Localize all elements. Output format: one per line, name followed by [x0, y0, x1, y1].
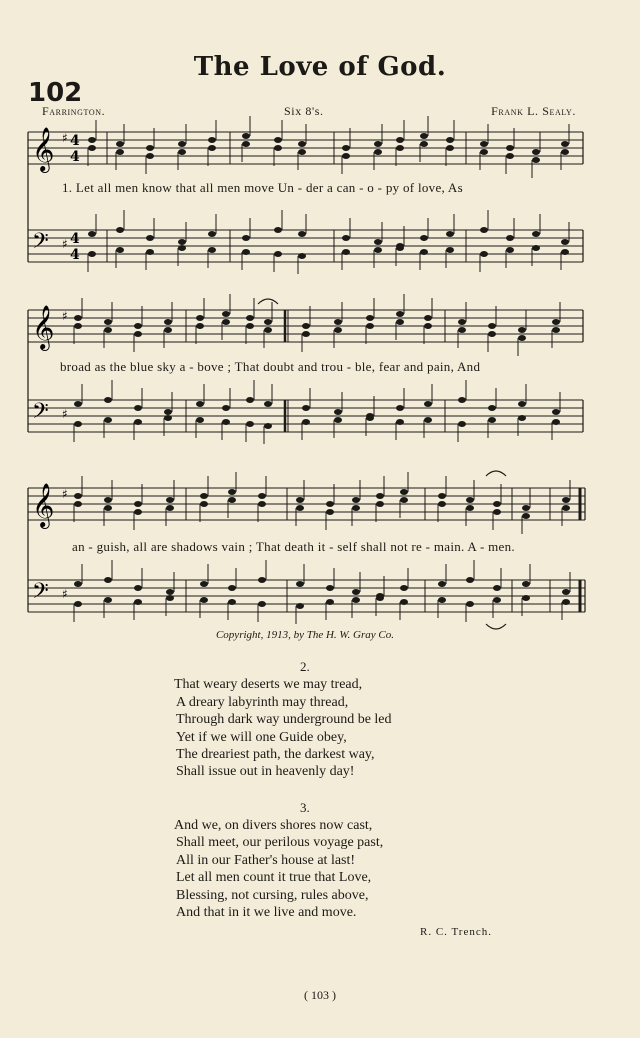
sharp-key-signature-icon: ♯ — [62, 487, 68, 501]
verse-line: Yet if we will one Guide obey, — [176, 730, 347, 745]
alto-note — [222, 319, 230, 325]
tenor-note — [522, 581, 530, 587]
alto-note — [396, 319, 404, 325]
alto-note — [488, 331, 496, 337]
alto-note — [552, 327, 560, 333]
tenor-note — [134, 405, 142, 411]
alto-note — [400, 497, 408, 503]
soprano-note — [376, 493, 384, 499]
verse-line: All in our Father's house at last! — [176, 853, 356, 868]
bass-note — [518, 415, 526, 421]
soprano-note — [446, 137, 454, 143]
tenor-note — [296, 581, 304, 587]
soprano-note — [342, 145, 350, 151]
tenor-note — [493, 585, 501, 591]
treble-clef-icon: 𝄞 — [32, 483, 55, 527]
tenor-note — [466, 577, 474, 583]
tenor-note — [446, 231, 454, 237]
alto-note — [104, 505, 112, 511]
tenor-note — [298, 231, 306, 237]
bass-note — [466, 601, 474, 607]
tenor-note — [518, 401, 526, 407]
alto-note — [446, 145, 454, 151]
time-signature: 4 — [70, 149, 80, 165]
bass-note — [146, 249, 154, 255]
alto-note — [298, 149, 306, 155]
soprano-note — [246, 315, 254, 321]
soprano-note — [466, 497, 474, 503]
alto-note — [302, 331, 310, 337]
soprano-note — [116, 141, 124, 147]
soprano-note — [488, 323, 496, 329]
alto-note — [196, 323, 204, 329]
tenor-note — [146, 235, 154, 241]
soprano-note — [366, 315, 374, 321]
soprano-note — [134, 501, 142, 507]
tenor-note — [166, 589, 174, 595]
soprano-note — [104, 497, 112, 503]
sharp-key-signature-icon: ♯ — [62, 237, 68, 251]
bass-note — [561, 249, 569, 255]
bass-note — [134, 419, 142, 425]
tenor-note — [178, 239, 186, 245]
soprano-note — [196, 315, 204, 321]
alto-note — [166, 505, 174, 511]
alto-note — [376, 501, 384, 507]
verse-line: Let all men count it true that Love, — [176, 870, 372, 885]
tenor-note — [352, 589, 360, 595]
tenor-note — [196, 401, 204, 407]
soprano-note — [326, 501, 334, 507]
bass-note — [116, 247, 124, 253]
tenor-note — [438, 581, 446, 587]
soprano-note — [166, 497, 174, 503]
alto-note — [562, 505, 570, 511]
page-number: ( 103 ) — [304, 988, 336, 1002]
bass-note — [134, 599, 142, 605]
soprano-note — [258, 493, 266, 499]
tenor-note — [134, 585, 142, 591]
alto-note — [522, 513, 530, 519]
verse-line: Blessing, not cursing, rules above, — [176, 888, 369, 903]
tenor-note — [88, 231, 96, 237]
soprano-note — [480, 141, 488, 147]
tenor-note — [242, 235, 250, 241]
alto-note — [74, 323, 82, 329]
tenor-note — [104, 577, 112, 583]
hymn-number: 102 — [28, 78, 83, 108]
sharp-key-signature-icon: ♯ — [62, 131, 68, 145]
time-signature: 4 — [70, 247, 80, 263]
bass-note — [374, 247, 382, 253]
bass-note — [366, 415, 374, 421]
verse-line: That weary deserts we may tread, — [174, 677, 363, 692]
soprano-note — [134, 323, 142, 329]
tenor-note — [506, 235, 514, 241]
soprano-note — [178, 141, 186, 147]
lyrics-system-2: broad as the blue sky a - bove ; That doubt and trou - ble, fear and pain, And — [60, 359, 481, 374]
bass-note — [424, 417, 432, 423]
alto-note — [518, 335, 526, 341]
alto-note — [342, 153, 350, 159]
soprano-note — [420, 133, 428, 139]
tenor-note — [200, 581, 208, 587]
alto-note — [134, 331, 142, 337]
bass-note — [302, 419, 310, 425]
alto-note — [424, 323, 432, 329]
tenor-note — [552, 409, 560, 415]
bass-clef-icon: 𝄢 — [32, 399, 49, 429]
alto-note — [532, 157, 540, 163]
bass-note — [196, 417, 204, 423]
tenor-note — [326, 585, 334, 591]
soprano-note — [518, 327, 526, 333]
bass-note — [396, 419, 404, 425]
alto-note — [506, 153, 514, 159]
tenor-note — [264, 401, 272, 407]
tenor-note — [302, 405, 310, 411]
tenor-note — [420, 235, 428, 241]
soprano-note — [104, 319, 112, 325]
alto-note — [458, 327, 466, 333]
soprano-note — [506, 145, 514, 151]
alto-note — [438, 501, 446, 507]
tenor-note — [396, 405, 404, 411]
tenor-note — [458, 397, 466, 403]
soprano-note — [493, 501, 501, 507]
hymn-title: The Love of God. — [193, 52, 447, 82]
bass-note — [506, 247, 514, 253]
bass-note — [480, 251, 488, 257]
verse-line: Shall meet, our perilous voyage past, — [176, 835, 384, 850]
alto-note — [264, 327, 272, 333]
alto-note — [334, 327, 342, 333]
bass-note — [274, 251, 282, 257]
soprano-note — [400, 489, 408, 495]
soprano-note — [264, 319, 272, 325]
sharp-key-signature-icon: ♯ — [62, 587, 68, 601]
soprano-note — [228, 489, 236, 495]
alto-note — [134, 509, 142, 515]
alto-note — [374, 149, 382, 155]
soprano-note — [298, 141, 306, 147]
bass-note — [376, 595, 384, 601]
bass-note — [200, 597, 208, 603]
fermata-icon — [258, 299, 278, 304]
bass-note — [104, 597, 112, 603]
bass-note — [228, 599, 236, 605]
bass-note — [552, 419, 560, 425]
soprano-note — [222, 311, 230, 317]
bass-note — [104, 417, 112, 423]
verse-line: And that in it we live and move. — [176, 905, 357, 920]
tenor-note — [488, 405, 496, 411]
alto-note — [420, 141, 428, 147]
soprano-note — [396, 137, 404, 143]
soprano-note — [164, 319, 172, 325]
alto-note — [480, 149, 488, 155]
bass-note — [522, 595, 530, 601]
alto-note — [274, 145, 282, 151]
soprano-note — [88, 137, 96, 143]
alto-note — [208, 145, 216, 151]
tenor-note — [164, 409, 172, 415]
bass-note — [352, 597, 360, 603]
bass-note — [164, 415, 172, 421]
soprano-note — [74, 493, 82, 499]
bass-note — [74, 601, 82, 607]
bass-note — [222, 419, 230, 425]
time-signature: 4 — [70, 133, 80, 149]
bass-note — [446, 247, 454, 253]
bass-note — [74, 421, 82, 427]
alto-note — [228, 497, 236, 503]
tenor-note — [74, 581, 82, 587]
bass-note — [493, 597, 501, 603]
alto-note — [88, 145, 96, 151]
verse-number: 3. — [300, 800, 310, 815]
bass-note — [208, 247, 216, 253]
tenor-note — [480, 227, 488, 233]
tenor-note — [562, 589, 570, 595]
bass-note — [342, 249, 350, 255]
tenor-note — [228, 585, 236, 591]
lyrics-system-1: 1. Let all men know that all men move Un - der a can - o - py of love, As — [62, 180, 463, 195]
soprano-note — [438, 493, 446, 499]
alto-note — [493, 509, 501, 515]
alto-note — [352, 505, 360, 511]
time-signature: 4 — [70, 231, 80, 247]
alto-note — [246, 323, 254, 329]
bass-note — [334, 417, 342, 423]
verse-line: Through dark way underground be led — [176, 712, 392, 727]
bass-note — [296, 603, 304, 609]
bass-note — [264, 423, 272, 429]
sharp-key-signature-icon: ♯ — [62, 407, 68, 421]
tenor-note — [74, 401, 82, 407]
alto-note — [164, 327, 172, 333]
bass-note — [246, 421, 254, 427]
composer-name: Frank L. Sealy. — [491, 104, 576, 118]
alto-note — [296, 505, 304, 511]
bass-note — [562, 599, 570, 605]
soprano-note — [374, 141, 382, 147]
soprano-note — [396, 311, 404, 317]
alto-note — [326, 509, 334, 515]
soprano-note — [532, 149, 540, 155]
alto-note — [200, 501, 208, 507]
tenor-note — [258, 577, 266, 583]
bass-note — [326, 599, 334, 605]
soprano-note — [562, 497, 570, 503]
verse-number: 2. — [300, 659, 310, 674]
tenor-note — [274, 227, 282, 233]
tenor-note — [334, 409, 342, 415]
alto-note — [178, 149, 186, 155]
tenor-note — [561, 239, 569, 245]
verse-line: The dreariest path, the darkest way, — [176, 747, 375, 762]
alto-note — [396, 145, 404, 151]
bass-note — [242, 249, 250, 255]
bass-note — [298, 253, 306, 259]
alto-note — [104, 327, 112, 333]
treble-clef-icon: 𝄞 — [32, 305, 55, 349]
alto-note — [561, 149, 569, 155]
tune-name: Farrington. — [42, 104, 106, 118]
soprano-note — [302, 323, 310, 329]
bass-clef-icon: 𝄢 — [32, 229, 49, 259]
soprano-note — [458, 319, 466, 325]
bass-note — [88, 251, 96, 257]
meter: Six 8's. — [284, 104, 324, 118]
tenor-note — [116, 227, 124, 233]
soprano-note — [274, 137, 282, 143]
tenor-note — [246, 397, 254, 403]
soprano-note — [352, 497, 360, 503]
bass-note — [458, 421, 466, 427]
soprano-note — [200, 493, 208, 499]
alto-note — [466, 505, 474, 511]
sharp-key-signature-icon: ♯ — [62, 309, 68, 323]
bass-note — [178, 245, 186, 251]
tenor-note — [374, 239, 382, 245]
soprano-note — [146, 145, 154, 151]
tenor-note — [532, 231, 540, 237]
tenor-note — [104, 397, 112, 403]
alto-note — [116, 149, 124, 155]
soprano-note — [561, 141, 569, 147]
verse-line: Shall issue out in heavenly day! — [176, 764, 355, 779]
alto-note — [366, 323, 374, 329]
treble-clef-icon: 𝄞 — [32, 127, 55, 171]
soprano-note — [552, 319, 560, 325]
author-name: R. C. Trench. — [420, 926, 492, 938]
tenor-note — [424, 401, 432, 407]
bass-note — [400, 599, 408, 605]
copyright-line: Copyright, 1913, by The H. W. Gray Co. — [215, 629, 395, 641]
soprano-note — [522, 505, 530, 511]
bass-note — [488, 417, 496, 423]
alto-note — [146, 153, 154, 159]
soprano-note — [74, 315, 82, 321]
verse-line: A dreary labyrinth may thread, — [176, 695, 349, 710]
verse-line: And we, on divers shores now cast, — [174, 818, 373, 833]
bass-note — [532, 245, 540, 251]
bass-note — [420, 249, 428, 255]
tenor-note — [400, 585, 408, 591]
lyrics-system-3: an - guish, all are shadows vain ; That death it - self shall not re - main. A - men. — [72, 539, 515, 554]
soprano-note — [208, 137, 216, 143]
alto-note — [74, 501, 82, 507]
soprano-note — [296, 497, 304, 503]
soprano-note — [242, 133, 250, 139]
tenor-note — [208, 231, 216, 237]
bass-note — [258, 601, 266, 607]
tenor-note — [342, 235, 350, 241]
alto-note — [242, 141, 250, 147]
bass-note — [438, 597, 446, 603]
fermata-icon — [486, 471, 506, 476]
bass-clef-icon: 𝄢 — [32, 579, 49, 609]
tenor-note — [222, 405, 230, 411]
bass-note — [166, 595, 174, 601]
alto-note — [258, 501, 266, 507]
soprano-note — [334, 319, 342, 325]
bass-note — [396, 245, 404, 251]
soprano-note — [424, 315, 432, 321]
